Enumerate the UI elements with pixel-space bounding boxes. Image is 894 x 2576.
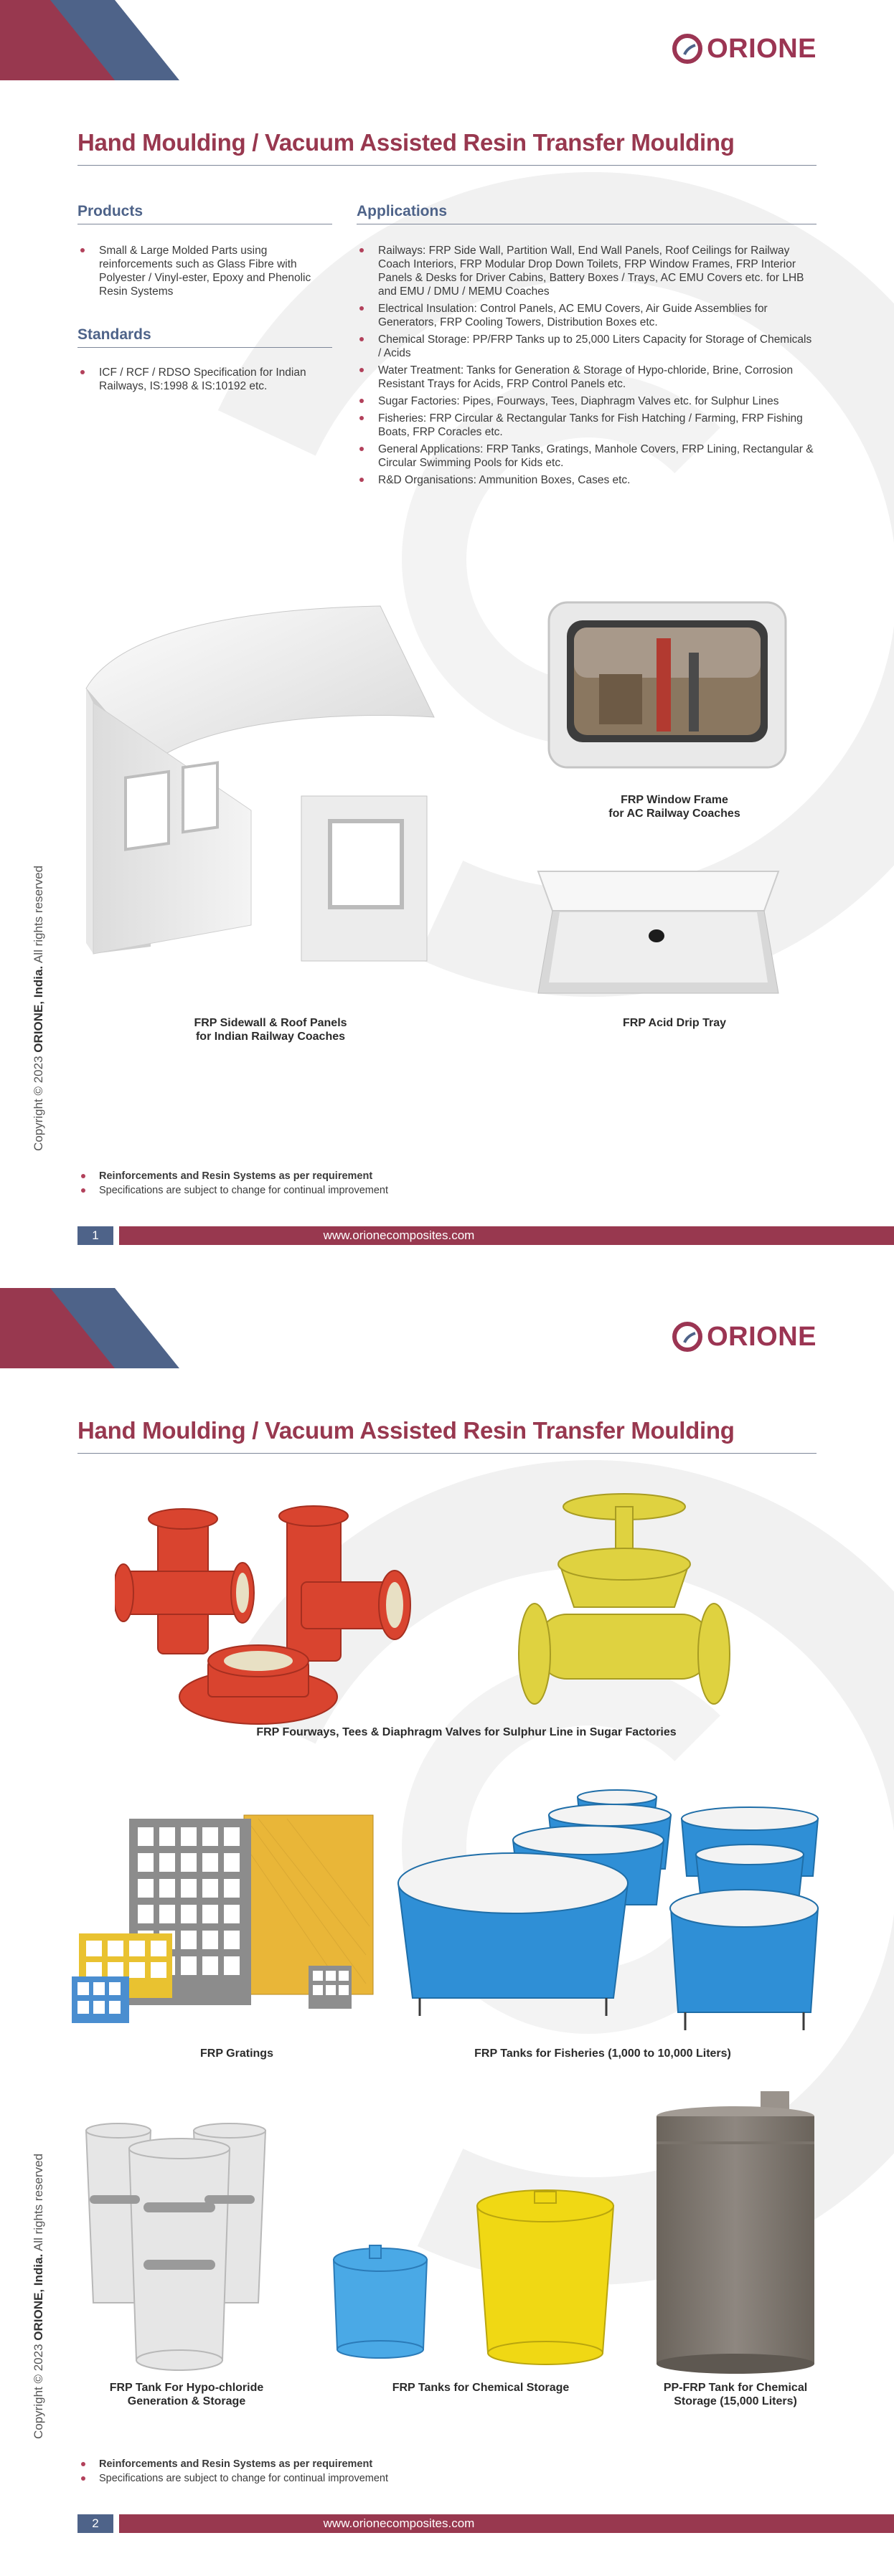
caption-sidewall	[152, 1016, 389, 1043]
footer-website-link[interactable]: www.orionecomposites.com	[119, 2514, 894, 2533]
title-divider	[77, 1453, 817, 1454]
page-title: Hand Moulding / Vacuum Assisted Resin Transfer Moulding	[77, 1417, 735, 1444]
brand-logo	[672, 1321, 817, 1353]
frp-window-frame-image	[542, 595, 793, 775]
standards-list	[77, 366, 343, 397]
page-number: 1	[77, 1226, 113, 1245]
caption-line: FRP Gratings	[200, 2047, 273, 2060]
footnote-item: Reinforcements and Resin Systems as per requirement	[77, 2457, 388, 2471]
caption-line: FRP Acid Drip Tray	[622, 1017, 727, 1029]
caption-fourways	[143, 1725, 789, 1739]
caption-gratings	[108, 2047, 366, 2060]
products-list	[77, 244, 314, 302]
orione-logo-icon	[672, 1322, 702, 1352]
frp-gratings-image	[72, 1812, 380, 2027]
caption-line: Generation & Storage	[127, 2395, 246, 2407]
caption-window-frame	[552, 793, 796, 820]
list-item: Fisheries: FRP Circular & Rectangular Tanks for Fish Hatching / Farming, FRP Fishing Boats, FRP Coracles etc.	[357, 412, 816, 439]
list-item: Chemical Storage: PP/FRP Tanks up to 25,000 Liters Capacity for Storage of Chemicals / Acids	[357, 333, 816, 360]
caption-fish-tanks	[423, 2047, 782, 2060]
frp-hypochloride-tank-image	[72, 2116, 280, 2378]
caption-line: FRP Window Frame	[621, 794, 728, 806]
caption-line: FRP Sidewall & Roof Panels	[194, 1017, 347, 1029]
frp-fisheries-tanks-image	[391, 1783, 822, 2041]
footnote-item: Reinforcements and Resin Systems as per requirement	[77, 1169, 388, 1183]
frp-diaphragm-valve-image	[517, 1485, 732, 1722]
ppfrp-chemical-tank-image	[646, 2084, 825, 2378]
footnotes	[77, 2457, 388, 2486]
caption-drip-tray	[552, 1016, 796, 1030]
caption-line: FRP Tanks for Fisheries (1,000 to 10,000 Liters)	[474, 2047, 731, 2060]
standards-heading: Standards	[77, 326, 151, 343]
frp-chemical-storage-tanks-image	[326, 2184, 628, 2371]
frp-fourways-tees-image	[115, 1503, 416, 1733]
title-divider	[77, 165, 817, 166]
frp-acid-drip-tray-image	[531, 861, 789, 1004]
caption-line: FRP Tanks for Chemical Storage	[392, 2382, 570, 2394]
caption-line: FRP Fourways, Tees & Diaphragm Valves for Sulphur Line in Sugar Factories	[256, 1726, 677, 1738]
copyright-prefix: Copyright © 2023	[32, 2340, 45, 2439]
list-item: Small & Large Molded Parts using reinforcements such as Glass Fibre with Polyester / Vinyl-ester, Epoxy and Phenolic Resin Systems	[77, 244, 314, 298]
orione-logo-icon	[672, 34, 702, 64]
list-item: ICF / RCF / RDSO Specification for Indian Railways, IS:1998 & IS:10192 etc.	[77, 366, 343, 393]
copyright-owner: ORIONE, India.	[32, 965, 45, 1053]
page-title: Hand Moulding / Vacuum Assisted Resin Transfer Moulding	[77, 129, 735, 156]
header-corner-graphic	[0, 0, 187, 80]
list-item: Electrical Insulation: Control Panels, AC EMU Covers, Air Guide Assemblies for Generators, FRP Cooling Towers, Distribution Boxes etc.	[357, 302, 816, 329]
applications-heading: Applications	[357, 203, 448, 219]
frp-sidewall-panel-image	[72, 595, 445, 968]
list-item: Water Treatment: Tanks for Generation & Storage of Hypo-chloride, Brine, Corrosion Resistant Trays for Acids, FRP Control Panels etc.	[357, 364, 816, 391]
page-2	[0, 1288, 894, 2576]
caption-line: FRP Tank For Hypo-chloride	[109, 2382, 264, 2394]
copyright-suffix: All rights reserved	[32, 2153, 45, 2254]
brand-name: ORIONE	[707, 33, 817, 64]
footnote-item: Specifications are subject to change for continual improvement	[77, 1183, 388, 1198]
products-heading: Products	[77, 203, 143, 219]
page-number: 2	[77, 2514, 113, 2533]
brand-name: ORIONE	[707, 1321, 817, 1352]
footnote-item: Specifications are subject to change for continual improvement	[77, 2471, 388, 2486]
footnotes	[77, 1169, 388, 1198]
caption-line: for AC Railway Coaches	[608, 808, 740, 820]
caption-line: Storage (15,000 Liters)	[674, 2395, 797, 2407]
list-item: Railways: FRP Side Wall, Partition Wall, End Wall Panels, Roof Ceilings for Railway Coach Interiors, FRP Modular Drop Down Toilets, FRP Window Frames, FRP Interior Panels & Desks for Driver Cabins, Battery Boxes / Trays, AC EMU Covers etc. for LHB and EMU / DMU / MEMU Coaches	[357, 244, 816, 298]
footer-website-link[interactable]: www.orionecomposites.com	[119, 1226, 894, 1245]
standards-divider	[77, 347, 332, 348]
brand-logo	[672, 33, 817, 65]
copyright-owner: ORIONE, India.	[32, 2253, 45, 2341]
copyright-suffix: All rights reserved	[32, 865, 45, 966]
header-corner-graphic	[0, 1288, 187, 1368]
list-item: R&D Organisations: Ammunition Boxes, Cases etc.	[357, 473, 816, 487]
copyright-prefix: Copyright © 2023	[32, 1052, 45, 1151]
caption-line: PP-FRP Tank for Chemical	[663, 2382, 808, 2394]
copyright-notice	[32, 2154, 46, 2439]
caption-hypo-tank	[79, 2381, 294, 2408]
caption-ppfrp-tank	[639, 2381, 832, 2408]
caption-line: for Indian Railway Coaches	[195, 1031, 346, 1043]
copyright-notice	[32, 866, 46, 1151]
caption-chem-tanks	[359, 2381, 603, 2395]
applications-list	[357, 244, 816, 491]
list-item: Sugar Factories: Pipes, Fourways, Tees, Diaphragm Valves etc. for Sulphur Lines	[357, 394, 816, 408]
list-item: General Applications: FRP Tanks, Gratings, Manhole Covers, FRP Lining, Rectangular & Circular Swimming Pools for Kids etc.	[357, 442, 816, 470]
